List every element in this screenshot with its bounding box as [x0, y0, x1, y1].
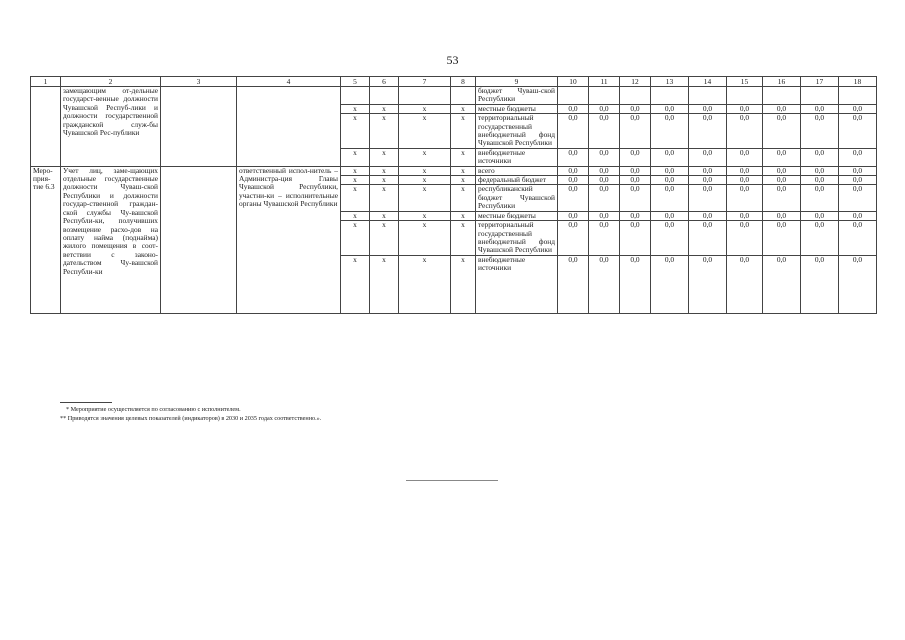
footnotes: [60, 402, 321, 423]
cell-value: 0,0: [727, 221, 763, 256]
col-header: 6: [370, 77, 399, 87]
cell-x: x: [399, 114, 451, 149]
cell-empty: [451, 87, 476, 105]
cell-x: x: [451, 148, 476, 166]
footnote-2: ** Приводятся значения целевых показателей (индикаторов) в 2030 и 2035 годах соответственно.».: [60, 415, 322, 422]
cell-empty: [161, 87, 237, 167]
col-header: 5: [341, 77, 370, 87]
cell-value: 0,0: [589, 211, 620, 220]
cell-value: 0,0: [801, 221, 839, 256]
cell-empty: [161, 166, 237, 313]
cell-value: 0,0: [727, 148, 763, 166]
cell-value: 0,0: [651, 185, 689, 211]
cell-x: x: [341, 166, 370, 175]
cell-value: 0,0: [801, 148, 839, 166]
cell-empty: [689, 87, 727, 105]
cell-value: 0,0: [763, 114, 801, 149]
cell-value: 0,0: [651, 221, 689, 256]
cell-value: 0,0: [801, 166, 839, 175]
cell-x: x: [370, 255, 399, 313]
cell-value: 0,0: [651, 211, 689, 220]
cell-value: 0,0: [801, 211, 839, 220]
cell-value: 0,0: [689, 148, 727, 166]
col-header: 17: [801, 77, 839, 87]
funding-source: местные бюджеты: [476, 211, 558, 220]
cell-value: 0,0: [689, 114, 727, 149]
cell-x: x: [451, 166, 476, 175]
funding-source: всего: [476, 166, 558, 175]
cell-x: x: [399, 221, 451, 256]
measure-description: Учет лиц, заме-щающих отдельные государственные должности Чуваш-ской Республики и должности государ-ственной граждан-ской службы Чу-вашской Республи-ки, получивших возмещение расхо-дов на оплату найма (поднайма) жилого помещения в соот-ветствии с законо-дательством Чу-вашской Республи-ки: [61, 166, 161, 313]
cell-value: 0,0: [558, 221, 589, 256]
cell-empty: [801, 87, 839, 105]
cell-empty: [341, 87, 370, 105]
cell-x: x: [341, 114, 370, 149]
cell-x: x: [399, 104, 451, 113]
cell-x: x: [370, 185, 399, 211]
cell-value: 0,0: [558, 185, 589, 211]
cell-empty: [763, 87, 801, 105]
cell-x: x: [341, 104, 370, 113]
cell-value: 0,0: [558, 148, 589, 166]
cell-value: 0,0: [689, 255, 727, 313]
measure-number: Меро-прия-тие 6.3: [31, 166, 61, 313]
cell-value: 0,0: [689, 185, 727, 211]
cell-x: x: [370, 221, 399, 256]
col-header: 9: [476, 77, 558, 87]
cell-value: 0,0: [689, 221, 727, 256]
col-header: 1: [31, 77, 61, 87]
cell-value: 0,0: [839, 104, 877, 113]
cell-x: x: [370, 114, 399, 149]
funding-source: внебюджетные источники: [476, 255, 558, 313]
cell-value: 0,0: [651, 166, 689, 175]
cell-value: 0,0: [801, 104, 839, 113]
cell-x: x: [451, 185, 476, 211]
col-header: 18: [839, 77, 877, 87]
cell-value: 0,0: [620, 176, 651, 185]
cell-value: 0,0: [589, 114, 620, 149]
cell-value: 0,0: [763, 104, 801, 113]
cell-value: 0,0: [839, 176, 877, 185]
cell-value: 0,0: [727, 114, 763, 149]
cell-empty: [620, 87, 651, 105]
cell-value: 0,0: [727, 166, 763, 175]
cell-value: 0,0: [839, 211, 877, 220]
cell-value: 0,0: [763, 221, 801, 256]
cell-empty: [727, 87, 763, 105]
cell-value: 0,0: [589, 255, 620, 313]
cell-x: x: [399, 166, 451, 175]
header-row: [31, 77, 877, 87]
cell-value: 0,0: [801, 114, 839, 149]
cell-x: x: [451, 176, 476, 185]
cell-x: x: [370, 104, 399, 113]
cell-value: 0,0: [589, 148, 620, 166]
col-header: 11: [589, 77, 620, 87]
cell-x: x: [399, 148, 451, 166]
cell-value: 0,0: [651, 114, 689, 149]
cell-x: x: [399, 255, 451, 313]
funding-source: местные бюджеты: [476, 104, 558, 113]
cell-value: 0,0: [651, 104, 689, 113]
cell-value: 0,0: [689, 166, 727, 175]
cell-value: 0,0: [558, 176, 589, 185]
cell-empty: [370, 87, 399, 105]
responsible-executor: ответственный испол-нитель – Администра-ция Главы Чувашской Республики, участни-ки – исполнительные органы Чувашской Республики: [237, 166, 341, 313]
cell-value: 0,0: [558, 255, 589, 313]
col-header: 14: [689, 77, 727, 87]
funding-source: бюджет Чуваш-ской Республики: [476, 87, 558, 105]
col-header: 15: [727, 77, 763, 87]
cell-x: x: [370, 148, 399, 166]
cell-value: 0,0: [651, 176, 689, 185]
cell-value: 0,0: [589, 166, 620, 175]
cell-value: 0,0: [839, 114, 877, 149]
cell-value: 0,0: [651, 148, 689, 166]
cell-x: x: [341, 255, 370, 313]
cell-value: 0,0: [589, 221, 620, 256]
cell-value: 0,0: [801, 185, 839, 211]
cell-value: 0,0: [839, 221, 877, 256]
cell-value: 0,0: [763, 185, 801, 211]
cell-empty: [31, 87, 61, 167]
col-header: 12: [620, 77, 651, 87]
cell-x: x: [451, 114, 476, 149]
cell-x: x: [399, 176, 451, 185]
funding-source: внебюджетные источники: [476, 148, 558, 166]
col-header: 2: [61, 77, 161, 87]
cell-value: 0,0: [763, 255, 801, 313]
table-row: [31, 166, 877, 175]
cell-value: 0,0: [727, 104, 763, 113]
cell-value: 0,0: [620, 211, 651, 220]
cell-x: x: [341, 211, 370, 220]
measure-description: замещающим от-дельные государст-венные должности Чувашской Респуб-лики и должности государственной гражданской служ-бы Чувашской Рес-публики: [61, 87, 161, 167]
col-header: 7: [399, 77, 451, 87]
funding-source: территориальный государственный внебюджетный фонд Чувашской Республики: [476, 114, 558, 149]
end-rule: [406, 480, 498, 481]
program-table: [30, 76, 877, 314]
cell-empty: [589, 87, 620, 105]
cell-value: 0,0: [620, 148, 651, 166]
cell-value: 0,0: [839, 255, 877, 313]
cell-x: x: [451, 104, 476, 113]
cell-x: x: [451, 211, 476, 220]
cell-x: x: [370, 166, 399, 175]
table-row: [31, 87, 877, 105]
cell-value: 0,0: [558, 104, 589, 113]
cell-value: 0,0: [620, 255, 651, 313]
cell-value: 0,0: [839, 166, 877, 175]
funding-source: республиканский бюджет Чувашской Республики: [476, 185, 558, 211]
cell-value: 0,0: [558, 166, 589, 175]
col-header: 13: [651, 77, 689, 87]
cell-empty: [399, 87, 451, 105]
cell-value: 0,0: [727, 185, 763, 211]
cell-value: 0,0: [589, 185, 620, 211]
cell-empty: [237, 87, 341, 167]
cell-value: 0,0: [620, 114, 651, 149]
col-header: 16: [763, 77, 801, 87]
cell-empty: [651, 87, 689, 105]
cell-x: x: [341, 221, 370, 256]
cell-x: x: [370, 176, 399, 185]
cell-value: 0,0: [689, 104, 727, 113]
cell-x: x: [451, 255, 476, 313]
cell-value: 0,0: [589, 176, 620, 185]
cell-value: 0,0: [727, 176, 763, 185]
cell-x: x: [451, 221, 476, 256]
cell-value: 0,0: [763, 176, 801, 185]
cell-x: x: [399, 185, 451, 211]
funding-source: территориальный государственный внебюджетный фонд Чувашской Республики: [476, 221, 558, 256]
col-header: 4: [237, 77, 341, 87]
cell-value: 0,0: [689, 176, 727, 185]
col-header: 8: [451, 77, 476, 87]
cell-value: 0,0: [689, 211, 727, 220]
cell-value: 0,0: [727, 255, 763, 313]
col-header: 3: [161, 77, 237, 87]
cell-value: 0,0: [620, 166, 651, 175]
cell-x: x: [341, 185, 370, 211]
cell-value: 0,0: [839, 148, 877, 166]
cell-value: 0,0: [651, 255, 689, 313]
cell-x: x: [341, 148, 370, 166]
cell-value: 0,0: [589, 104, 620, 113]
footnote-rule: [60, 402, 112, 403]
cell-value: 0,0: [620, 221, 651, 256]
cell-value: 0,0: [763, 148, 801, 166]
cell-value: 0,0: [620, 185, 651, 211]
cell-x: x: [399, 211, 451, 220]
footnote-1: * Мероприятие осуществляется по согласованию с исполнителем.: [66, 406, 241, 413]
col-header: 10: [558, 77, 589, 87]
cell-value: 0,0: [801, 255, 839, 313]
cell-x: x: [370, 211, 399, 220]
cell-value: 0,0: [763, 166, 801, 175]
cell-empty: [558, 87, 589, 105]
cell-value: 0,0: [801, 176, 839, 185]
funding-source: федеральный бюджет: [476, 176, 558, 185]
cell-value: 0,0: [839, 185, 877, 211]
cell-empty: [839, 87, 877, 105]
page-number: 53: [446, 53, 459, 67]
cell-value: 0,0: [558, 211, 589, 220]
cell-value: 0,0: [620, 104, 651, 113]
cell-value: 0,0: [558, 114, 589, 149]
cell-value: 0,0: [763, 211, 801, 220]
cell-value: 0,0: [727, 211, 763, 220]
cell-x: x: [341, 176, 370, 185]
